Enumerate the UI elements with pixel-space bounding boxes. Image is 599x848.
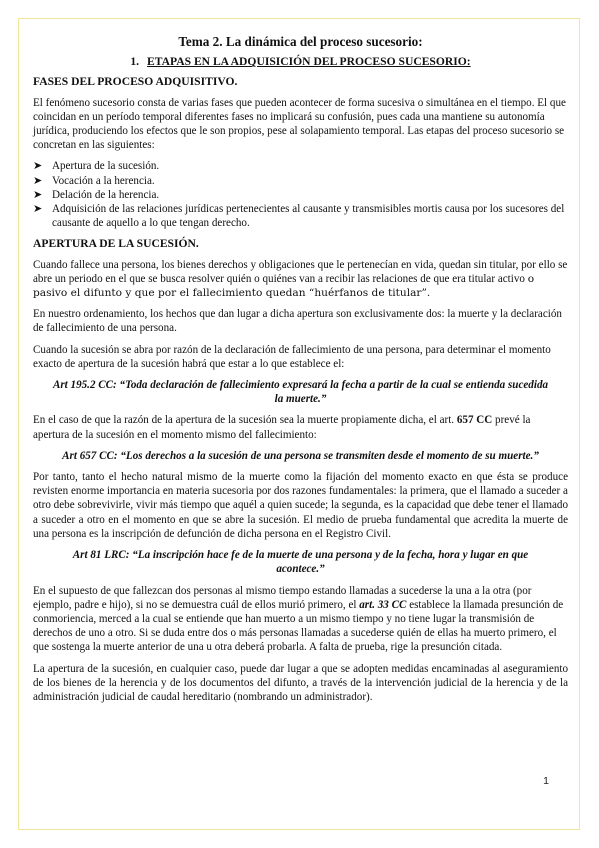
arrow-bullet-icon: ➤ <box>33 173 43 187</box>
list-item: ➤ Vocación a la herencia. <box>33 173 155 187</box>
section-heading-text: ETAPAS EN LA ADQUISICIÓN DEL PROCESO SUCESORIO: <box>147 55 471 69</box>
paragraph-muerte: En el caso de que la razón de la apertura de la sucesión sea la muerte propiamente dicha, el art. 657 CC prevé la apertura de la sucesión en el momento mismo del fallecimiento: <box>33 414 531 441</box>
list-item: ➤ Adquisición de las relaciones jurídicas pertenecientes al causante y transmisibles mortis causa por los sucesores del causante de aquello a lo que tengan derecho. <box>33 202 565 230</box>
article-quote-195-2: Art 195.2 CC: “Toda declaración de fallecimiento expresará la fecha a partir de la cual se entienda sucedida la muerte.” <box>52 379 549 406</box>
paragraph-fases: El fenómeno sucesorio consta de varias fases que pueden acontecer de forma sucesiva o simultánea en el tiempo. El que coincidan en un período temporal diferentes fases no implicará su confusión, pues cada una mantiene su autonomía jurídica, produciendo los efectos que le son propios, pese al solapamiento temporal. Las etapas del proceso sucesorio se concretan en las siguientes: <box>33 96 566 152</box>
paragraph-conmoriencia: En el supuesto de que fallezcan dos personas al mismo tiempo estando llamadas a sucederse la una a la otra (por ejemplo, padre e hijo), si no se demuestra cuál de ellos murió primero, el art. 33 CC establece la llamada presunción de conmoriencia, merced a la cual se entiende que han muerto a un mismo tiempo y no tiene lugar la transmisión de derechos de uno a otro. Si se duda entre dos o más personas llamadas a sucederse quién de ellas ha muerto primero, el que sostenga la muerte anterior de una u otra deberá probarla. A falta de prueba, rige la presunción citada. <box>33 584 564 654</box>
article-quote-81-lrc: Art 81 LRC: “La inscripción hace fe de la muerte de una persona y de la fecha, hora y lugar en que acontece.” <box>72 549 529 576</box>
section-heading <box>33 55 568 69</box>
heading-apertura: APERTURA DE LA SUCESIÓN. <box>33 237 199 251</box>
document-page <box>18 18 580 830</box>
arrow-bullet-icon: ➤ <box>33 202 43 216</box>
list-item: ➤ Apertura de la sucesión. <box>33 159 160 173</box>
heading-fases: FASES DEL PROCESO ADQUISITIVO. <box>33 75 238 89</box>
document-content <box>33 35 568 711</box>
paragraph-aseguramiento: La apertura de la sucesión, en cualquier caso, puede dar lugar a que se adopten medidas encaminadas al aseguramiento de los bienes de la herencia y de los documentos del difunto, a través de la intervención judicial de la herencia y de la administración judicial de caudal hereditario (nombrando un administrador). <box>33 662 568 703</box>
paragraph-apertura-intro: Cuando fallece una persona, los bienes derechos y obligaciones que le pertenecían en vida, quedan sin titular, por ello se abre un periodo en el que se busca resolver quién o quiénes van a recibir las relaciones de que era titular activo o pasivo el difunto y que por el fallecimiento quedan “huérfanos de titular”. <box>33 258 568 300</box>
stages-list <box>33 159 568 230</box>
document-title: Tema 2. La dinámica del proceso sucesorio: <box>178 34 423 49</box>
paragraph-prueba: Por tanto, tanto el hecho natural mismo de la muerte como la fijación del momento exacto en que ésta se produce revisten enorme importancia en materia sucesoria por dos razones fundamentales: la primera, que el llamado a suceder a otro debe sobrevivirle, vivir más tiempo que aquél a quien sucede; la segunda, es la capacidad que debe tener el llamado a suceder a otro en el momento en que se abre la sucesión. El medio de prueba fundamental que acredita la muerte de una persona es la inscripción de defunción de dicha persona en el Registro Civil. <box>33 471 568 540</box>
section-number: 1. <box>130 55 140 69</box>
list-item: ➤ Delación de la herencia. <box>33 187 160 201</box>
article-quote-657: Art 657 CC: “Los derechos a la sucesión de una persona se transmiten desde el momento de su muerte.” <box>62 449 539 462</box>
page-number: 1 <box>543 775 549 787</box>
arrow-bullet-icon: ➤ <box>33 187 43 201</box>
arrow-bullet-icon: ➤ <box>33 159 43 173</box>
paragraph-hechos: En nuestro ordenamiento, los hechos que dan lugar a dicha apertura son exclusivamente dos: la muerte y la declaración de fallecimiento de una persona. <box>33 308 562 335</box>
paragraph-declaracion: Cuando la sucesión se abra por razón de la declaración de fallecimiento de una persona, para determinar el momento exacto de apertura de la sucesión habrá que estar a lo que establece el: <box>33 343 551 370</box>
